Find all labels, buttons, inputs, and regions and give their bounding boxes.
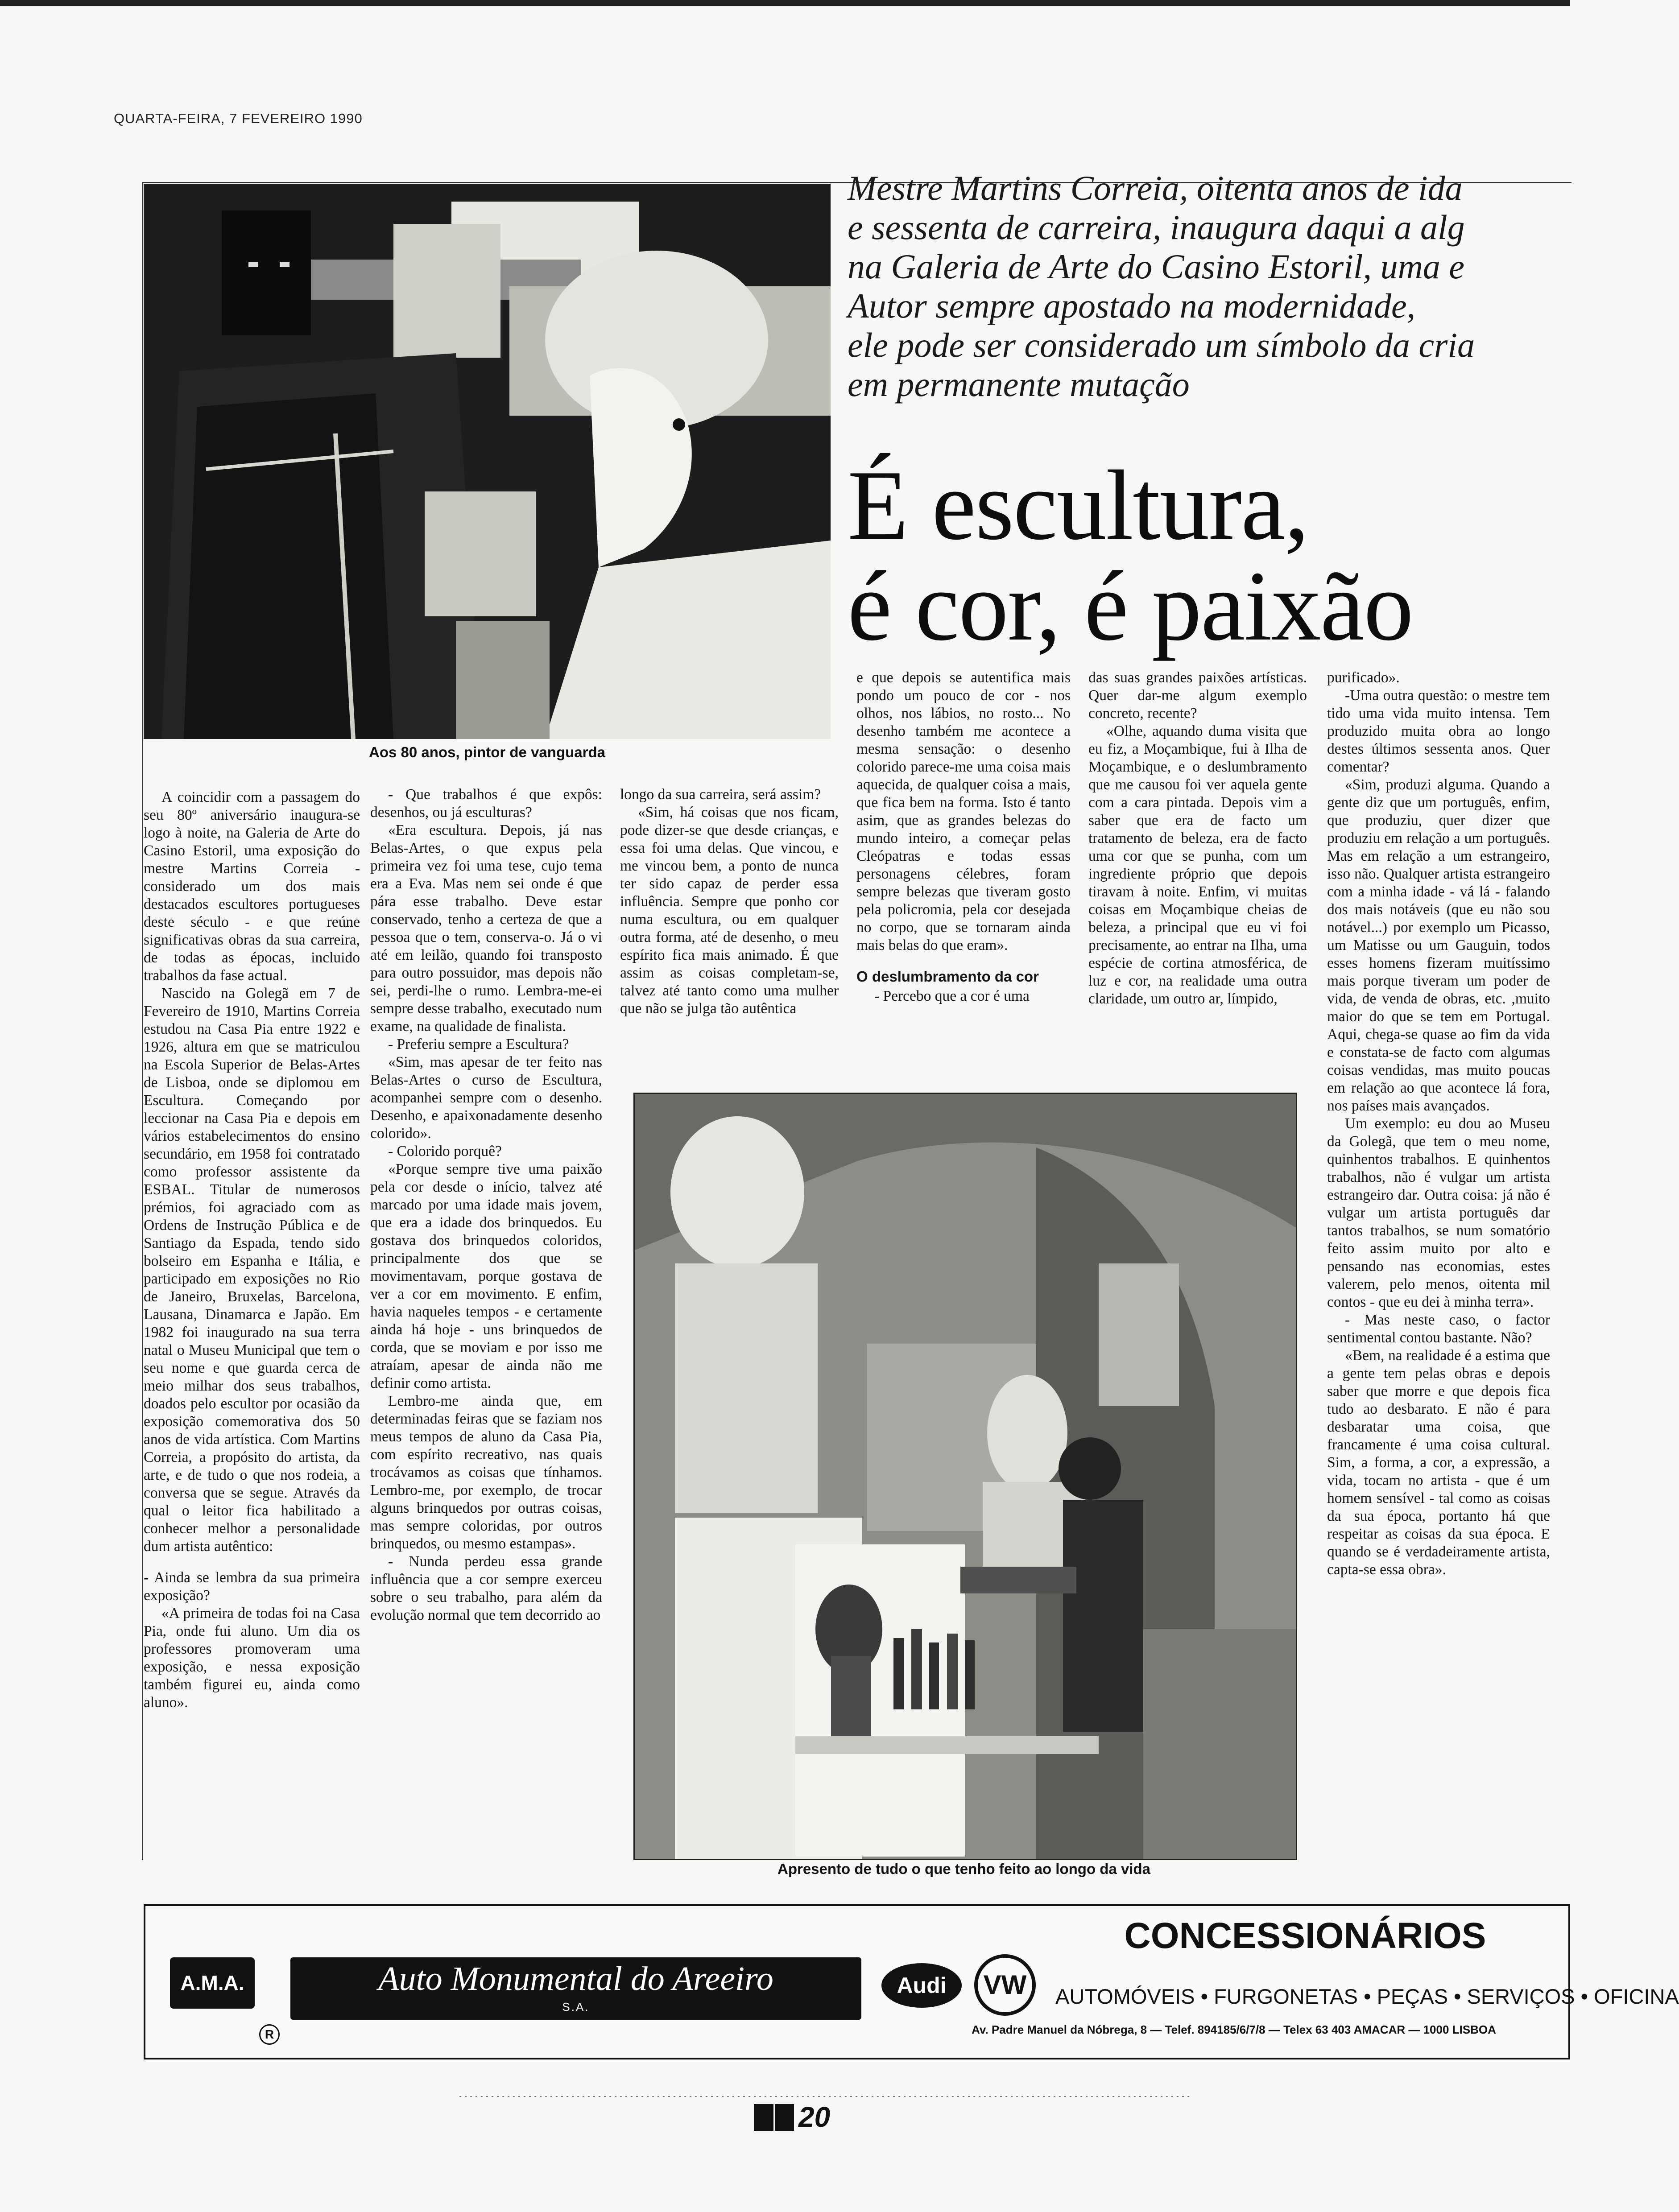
paragraph: das suas grandes paixões artísticas. Quer dar-me algum exemplo concreto, recente? [1088, 669, 1307, 722]
column-1 [144, 788, 360, 1712]
interview-question: -Uma outra questão: o mestre tem tido uma vida muito intensa. Tem produzido muita obra ao longo destes últimos sessenta anos. Quer comentar? [1327, 687, 1550, 775]
column-5 [1088, 669, 1307, 1008]
painting-photo [144, 184, 831, 739]
studio-photo [633, 1093, 1297, 1860]
audi-logo: Audi [881, 1963, 962, 2008]
column-3 [620, 786, 839, 1018]
paragraph: «Sim, mas apesar de ter feito nas Belas-Artes o curso de Escultura, acompanhei sempre com o desenho. Desenho, e apaixonadamente desenho colorido». [370, 1054, 602, 1142]
page-date: QUARTA-FEIRA, 7 FEVEREIRO 1990 [114, 111, 363, 126]
paragraph: purificado». [1327, 669, 1400, 686]
deck-line: Mestre Martins Correia, oitenta anos de ida [848, 169, 1463, 207]
photo1-caption: Aos 80 anos, pintor de vanguarda [369, 744, 605, 760]
paragraph: e que depois se autentifica mais pondo um pouco de cor - nos olhos, nos lábios, no rosto... No desenho também me acontece a mesma sensação: o desenho colorido parece-me uma coisa mais aquecida, de qualquer coisa a mais, que fica bem na forma. Isto é tanto asim, que as grandes belezas do mundo inteiro, a começar pelas Cleópatras e todas essas personagens célebres, foram sempre belezas que tiveram gosto pela policromia, pela cor desejada no corpo, que se tornaram ainda mais belas do que eram». [856, 669, 1071, 953]
interview-question: - Nunda perdeu essa grande influência que a cor sempre exerceu sobre o seu trabalho, para além da evolução normal que tem decorrido ao [370, 1553, 602, 1623]
paragraph: «A primeira de todas foi na Casa Pia, onde fui aluno. Um dia os professores promoveram uma exposição, e nessa exposição também figurei eu, ainda como aluno». [144, 1605, 360, 1711]
ad-address: Av. Padre Manuel da Nóbrega, 8 — Telef. 894185/6/7/8 — Telex 63 403 AMACAR — 1000 LISBOA [972, 2023, 1496, 2036]
headline [848, 450, 1570, 661]
column-4 [856, 669, 1071, 1005]
dealer-advertisement [144, 1904, 1679, 2059]
paragraph: Lembro-me ainda que, em determinadas feiras que se faziam nos meus tempos de aluno da Casa Pia, com espírito recreativo, nas quais trocávamos as coisas que tínhamos. Lembro-me, por exemplo, de trocar alguns brinquedos por outras coisas, mas sempre coloridas, por outros brinquedos, ou mesmo estampas». [370, 1393, 602, 1552]
dealer-sa: S.A. [562, 2000, 590, 2014]
interview-question: - Mas neste caso, o factor sentimental contou bastante. Não? [1327, 1312, 1550, 1346]
deck-line: na Galeria de Arte do Casino Estoril, uma e [848, 247, 1465, 286]
subheading: O deslumbramento da cor [856, 968, 1039, 985]
ad-heading: CONCESSIONÁRIOS [1124, 1915, 1486, 1956]
paragraph: A coincidir com a passagem do seu 80º aniversário inaugura-se logo à noite, na Galeria de Arte do Casino Estoril, uma exposição do mestre Martins Correia - considerado um dos mais destacados escultores portugueses deste século - e que reúne significativas obras da sua carreira, de todas as épocas, incluido trabalhos da fase actual. [144, 789, 360, 984]
paragraph: Nascido na Golegã em 7 de Fevereiro de 1910, Martins Correia estudou na Casa Pia entre 1922 e 1926, altura em que se matriculou na Escola Superior de Belas-Artes de Lisboa, onde se diplomou em Escultura. Começando por leccionar na Casa Pia e depois em vários estabelecimentos do ensino secundário, em 1958 foi contratado como professor assistente da ESBAL. Titular de numerosos prémios, foi agraciado com as Ordens de Instrução Pública e de Santiago da Espada, tendo sido bolseiro em Espanha e Itália, e participado em exposições no Rio de Janeiro, Bruxelas, Barcelona, Lausana, Dinamarca e Japão. Em 1982 foi inaugurado na sua terra natal o Museu Municipal que tem o seu nome e que guarda cerca de meio milhar dos seus trabalhos, doados pelo escultor por ocasião da exposição comemorativa dos 50 anos de vida artística. Com Martins Correia, a propósito do artista, da arte, e de tudo o que nos rodeia, a conversa que se segue. Através da qual o leitor fica habilitado a conhecer melhor a personalidade dum artista autêntico: [144, 985, 360, 1555]
newspaper-logo-icon [754, 2104, 794, 2131]
paragraph: «Bem, na realidade é a estima que a gente tem pelas obras e depois saber que morre e que depois fica tudo ao desbarato. E não é para desbaratar uma coisa, que francamente é uma coisa cultural. Sim, a forma, a cor, a expressão, a vida, tocam no artista - que é um homem sensível - tal como as coisas da sua época, portanto há que respeitar as coisas da sua época. E quando se é verdadeiramente artista, capta-se essa obra». [1327, 1347, 1550, 1578]
paragraph: «Sim, produzi alguma. Quando a gente diz que um português, enfim, que produziu, quer dizer que produziu em relação a um português. Mas em relação a um estrangeiro, isso não. Qualquer artista estrangeiro com a minha idade - vá lá - falando dos mais notáveis (que eu não sou notável...) por exemplo um Picasso, um Matisse ou um Gauguin, todos esses homens fizeram muitíssimo mais porque tiveram um poder de vida, de venda de obras, etc. ,muito maior do que se tem em Portugal. Aqui, chega-se quase ao fim da vida e constata-se de facto com algumas coisas vendidas, mas muito poucas em relação ao que acontece lá fora, nos países mais avançados. [1327, 776, 1550, 1114]
interview-question: - Percebo que a cor é uma [874, 988, 1030, 1004]
top-border [0, 0, 1570, 6]
page-number: 20 [798, 2101, 831, 2133]
paragraph: «Olhe, aquando duma visita que eu fiz, a Moçambique, fui à Ilha de Moçambique, e o deslumbramento que me causou foi ver aquela gente com a cara pintada. Depois vim a saber que era de facto um tratamento de beleza, era de facto uma cor que se punha, com um ingrediente próprio que depois tiravam à noite. Enfim, vi muitas coisas em Moçambique cheias de beleza, a principal que eu vi foi precisamente, ao entrar na Ilha, uma espécie de cortina atmosférica, de luz e cor, na realidade uma outra claridade, um outro ar, límpido, [1088, 723, 1307, 1007]
studio-image [635, 1094, 1296, 1859]
headline-line-1: É escultura, [848, 450, 1309, 561]
deck-line: ele pode ser considerado um símbolo da cria [848, 326, 1475, 364]
paragraph: «Porque sempre tive uma paixão pela cor desde o início, talvez até marcado por uma idade mais jovem, que era a idade dos brinquedos. Eu gostava dos brinquedos coloridos, principalmente dos que se movimentavam, porque gostava de ver a cor em movimento. E enfim, havia naqueles tempos - e certamente ainda há hoje - uns brinquedos de corda, que se moviam e por isso me atraíam, apesar de ainda não me definir como artista. [370, 1161, 602, 1391]
deck-line: em permanente mutação [848, 365, 1190, 404]
column-2 [370, 786, 602, 1624]
photo2-caption: Apresento de tudo o que tenho feito ao longo da vida [777, 1861, 1150, 1877]
vw-logo: VW [974, 1954, 1036, 2016]
paragraph: longo da sua carreira, será assim? [620, 786, 821, 803]
paragraph: «Era escultura. Depois, já nas Belas-Artes, o que expus pela primeira vez foi uma tese, cujo tema era a Eva. Mas nem sei onde é que pára esse trabalho. Deve estar conservado, tenho a certeza de que a pessoa que o tem, conserva-o. Já o vi até em leilão, quando foi transposto para outro possuidor, mas depois não sei, perdi-lhe o rumo. Lembra-me-ei sempre desse trabalho, executado num exame, na qualidade de finalista. [370, 822, 602, 1035]
deck-line: Autor sempre apostado na modernidade, [848, 286, 1416, 325]
interview-question: - Colorido porquê? [388, 1143, 502, 1160]
interview-question: - Ainda se lembra da sua primeira exposição? [144, 1569, 360, 1604]
interview-question: - Que trabalhos é que expôs: desenhos, ou já esculturas? [370, 786, 602, 821]
headline-line-2: é cor, é paixão [848, 551, 1413, 661]
ad-services: AUTOMÓVEIS • FURGONETAS • PEÇAS • SERVIÇOS • OFICINA [1055, 1985, 1679, 2008]
column-6 [1327, 669, 1550, 1579]
dealer-name: Auto Monumental do Areeiro [378, 1960, 773, 1997]
registered-mark: R [259, 2024, 280, 2045]
dealer-name-box [290, 1957, 861, 2020]
paragraph: Um exemplo: eu dou ao Museu da Golegã, que tem o meu nome, quinhentos trabalhos. E quinhentos trabalhos, não é vulgar um artista estrangeiro dar. Outra coisa: já não é vulgar um artista português dar tantos trabalhos, se num somatório feito assim muito por alto e pensando nas economias, estes valerem, pelo menos, oitenta mil contos - que eu dei à minha terra». [1327, 1115, 1550, 1310]
deck-line: e sessenta de carreira, inaugura daqui a alg [848, 208, 1465, 247]
paragraph: «Sim, há coisas que nos ficam, pode dizer-se que desde crianças, e essa foi uma delas. Que vincou, e me vincou bem, a ponto de nunca ter sido capaz de perder essa influência. Sempre que ponho cor numa escultura, ou em qualquer outra forma, até de desenho, o meu espírito fica mais animado. É que assim as coisas completam-se, talvez até tanto como uma mulher que não se julga tão autêntica [620, 804, 839, 1017]
painting-image [144, 184, 831, 739]
article-deck [848, 169, 1570, 404]
footer-rule [459, 2096, 1191, 2097]
interview-question: - Preferiu sempre a Escultura? [388, 1036, 569, 1052]
ama-logo: A.M.A. [170, 1957, 255, 2009]
